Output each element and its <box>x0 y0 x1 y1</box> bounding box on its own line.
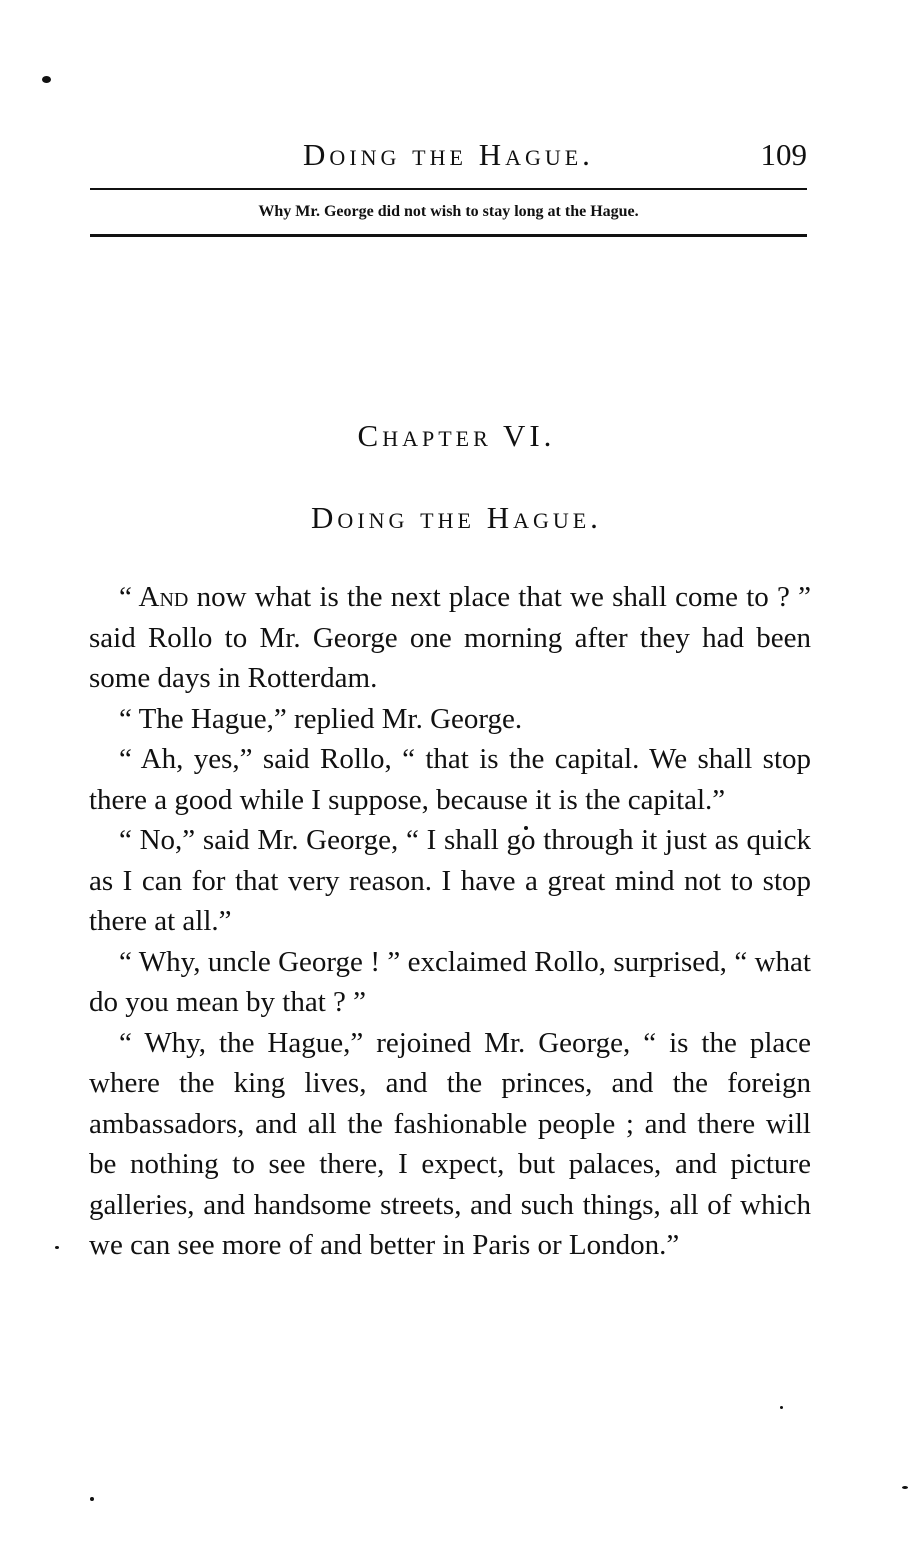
paragraph-text: “ No,” said Mr. George, “ I shall go through it just as quick as I can for that very reason. I have a great mind not to stop there at all.” <box>89 824 811 937</box>
scan-speck <box>55 1246 59 1249</box>
running-head <box>90 128 807 178</box>
paragraph <box>89 577 811 699</box>
chapter-number: Chapter VI. <box>357 418 556 453</box>
paragraph <box>89 820 811 942</box>
paragraph <box>89 942 811 1023</box>
paragraph <box>89 1023 811 1266</box>
scan-speck <box>42 76 51 83</box>
paragraph <box>89 699 811 740</box>
page-number: 109 <box>760 137 807 172</box>
paragraph-text: “ The Hague,” replied Mr. George. <box>119 702 523 735</box>
body-text <box>89 577 811 1266</box>
chapter-title: Doing the Hague. <box>311 500 602 535</box>
scan-speck <box>780 1406 783 1409</box>
paragraph-text: “ Why, the Hague,” rejoined Mr. George, “ is the place where the king lives, and the princes, and the foreign ambassadors, and all the fashionable people ; and there will be nothing to see there, I expect, but palaces, and picture galleries, and handsome streets, and such things, all of which we can see more of and better in Paris or London.” <box>89 1026 811 1261</box>
paragraph-lead: “ And <box>119 581 189 613</box>
scan-speck <box>90 1497 94 1501</box>
running-title: Doing the Hague. <box>303 137 594 172</box>
page-summary: Why Mr. George did not wish to stay long at the Hague. <box>258 203 639 220</box>
paragraph <box>89 739 811 820</box>
paragraph-text: “ Why, uncle George ! ” exclaimed Rollo, surprised, “ what do you mean by that ? ” <box>89 945 811 1018</box>
paragraph-text: “ Ah, yes,” said Rollo, “ that is the capital. We shall stop there a good while I suppose, because it is the capital.” <box>89 743 811 816</box>
scan-speck <box>902 1486 908 1489</box>
header-rule-top <box>90 188 807 190</box>
header-rule-bottom <box>90 234 807 237</box>
paragraph-text: now what is the next place that we shall come to ? ” said Rollo to Mr. George one morning after they had been some days in Rotterdam. <box>89 581 811 694</box>
